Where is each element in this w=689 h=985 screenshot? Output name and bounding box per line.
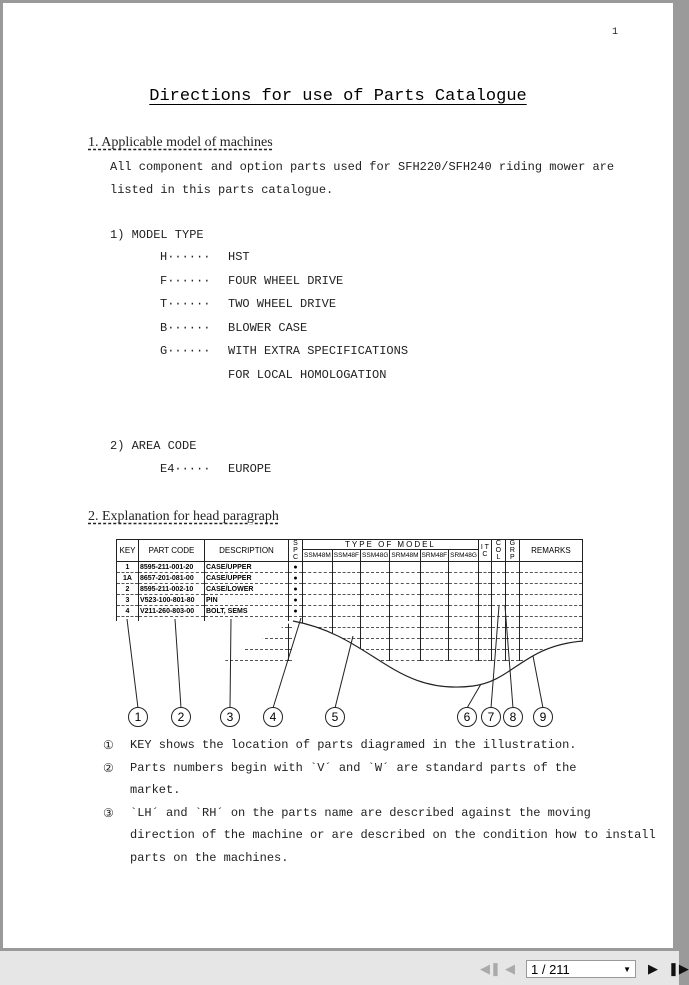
cell-spc: ● — [289, 606, 303, 617]
callout-1: 1 — [128, 707, 148, 727]
model-code: G······ — [160, 344, 211, 358]
cell-spc: ● — [289, 595, 303, 606]
note-line: parts on the machines. — [130, 850, 289, 865]
model-desc: BLOWER CASE — [228, 320, 308, 335]
callout-7: 7 — [481, 707, 501, 727]
model-code: F······ — [160, 273, 211, 288]
cell-key: 1 — [117, 562, 139, 573]
note-line: KEY shows the location of parts diagramed in the illustration. — [130, 738, 577, 752]
page-select[interactable]: 1 / 211 ▼ — [526, 960, 636, 978]
page-title: Directions for use of Parts Catalogue — [149, 87, 527, 106]
model-type-heading: 1) MODEL TYPE — [110, 228, 204, 242]
model-code: H······ — [160, 250, 211, 264]
first-page-button[interactable]: ◀❚ — [480, 962, 501, 977]
col-key: KEY — [117, 540, 139, 562]
note-number: ③ — [103, 806, 114, 821]
note-number: ② — [103, 761, 114, 776]
text-line: All component and option parts used for SFH220/SFH240 riding mower are — [110, 160, 615, 174]
cell-desc: CASE/LOWER — [205, 584, 289, 595]
model-column: SRM48G — [449, 550, 479, 562]
model-desc: FOUR WHEEL DRIVE — [228, 273, 344, 288]
cell-code: 8595-211-001-20 — [139, 562, 205, 573]
note-line: market. — [130, 783, 181, 797]
model-desc: HST — [228, 250, 250, 264]
callout-8: 8 — [503, 707, 523, 727]
area-desc: EUROPE — [228, 462, 272, 476]
cell-code: V211-260-803-00 — [139, 606, 205, 617]
cell-code: V523-100-801-80 — [139, 595, 205, 606]
callout-5: 5 — [325, 707, 345, 727]
viewer-toolbar — [0, 951, 689, 985]
cell-desc: BOLT, SEMS — [205, 606, 289, 617]
next-page-button[interactable]: ▶ — [648, 962, 658, 977]
col-spc: S P C — [289, 540, 303, 562]
last-page-button[interactable]: ❚▶ — [668, 962, 689, 977]
col-remarks: REMARKS — [519, 540, 582, 562]
callout-2: 2 — [171, 707, 191, 727]
area-code: E4····· — [160, 462, 211, 476]
area-code-heading: 2) AREA CODE — [110, 439, 197, 453]
col-description: DESCRIPTION — [205, 540, 289, 562]
note-line: direction of the machine or are described on the condition how to install — [130, 828, 656, 842]
model-code: B······ — [160, 320, 211, 335]
model-column: SSM48M — [303, 550, 333, 562]
page-number: 1 — [612, 27, 619, 38]
cell-code: 8595-211-002-10 — [139, 584, 205, 595]
note-line: `LH´ and `RH´ on the parts name are described against the moving — [130, 805, 591, 820]
col-part-code: PART CODE — [139, 540, 205, 562]
prev-page-button[interactable]: ◀ — [505, 962, 515, 977]
col-col: C O L — [491, 540, 505, 562]
cell-spc: ● — [289, 584, 303, 595]
callout-3: 3 — [220, 707, 240, 727]
diagram-overlay — [113, 536, 583, 726]
section-2-heading: 2. Explanation for head paragraph — [88, 509, 279, 524]
model-column: SRM48M — [390, 550, 420, 562]
note-number: ① — [103, 739, 114, 753]
model-column: SSM48F — [332, 550, 360, 562]
callout-6: 6 — [457, 707, 477, 727]
cell-key: 4 — [117, 606, 139, 617]
cell-key: 2 — [117, 584, 139, 595]
cell-desc: CASE/UPPER — [205, 573, 289, 584]
cell-key: 3 — [117, 595, 139, 606]
cell-desc: PIN — [205, 595, 289, 606]
chevron-down-icon: ▼ — [623, 965, 631, 974]
section-1-heading: 1. Applicable model of machines — [88, 135, 273, 150]
model-column: SRM48F — [420, 550, 449, 562]
head-paragraph-diagram — [113, 536, 583, 726]
col-grp: G R P — [505, 540, 519, 562]
document-page — [3, 3, 673, 948]
col-itc: I T C — [478, 540, 491, 562]
model-code: T······ — [160, 297, 211, 311]
callout-4: 4 — [263, 707, 283, 727]
col-type-of-model: TYPE OF MODEL — [303, 540, 479, 550]
note-line: Parts numbers begin with `V´ and `W´ are standard parts of the — [130, 760, 577, 775]
cell-desc: CASE/UPPER — [205, 562, 289, 573]
text-line: listed in this parts catalogue. — [110, 183, 334, 197]
model-column: SSM48G — [361, 550, 390, 562]
callout-9: 9 — [533, 707, 553, 727]
model-desc: TWO WHEEL DRIVE — [228, 297, 337, 311]
cell-spc: ● — [289, 573, 303, 584]
model-desc: WITH EXTRA SPECIFICATIONS — [228, 344, 409, 358]
cell-key: 1A — [117, 573, 139, 584]
cell-spc: ● — [289, 562, 303, 573]
cell-code: 8657-201-081-00 — [139, 573, 205, 584]
model-desc: FOR LOCAL HOMOLOGATION — [228, 367, 387, 382]
